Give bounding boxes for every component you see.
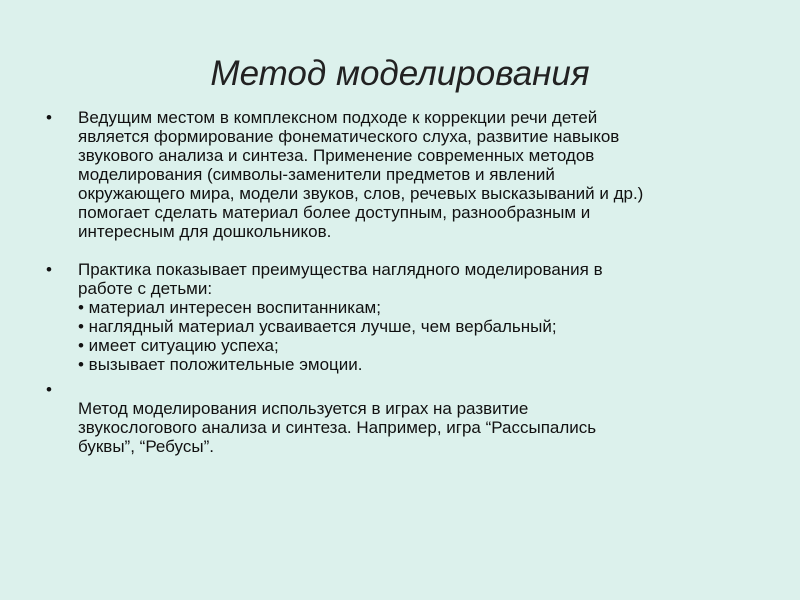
slide-title: Метод моделирования [210,54,590,93]
text-line: • имеет ситуацию успеха; [78,336,279,355]
bullet-item [46,260,746,374]
bullet-marker: • [46,380,52,399]
text-line [78,380,746,399]
text-line: является формирование фонематического слуха, развитие навыков [78,127,620,146]
bullet-text [78,380,746,456]
text-line: • материал интересен воспитанникам; [78,298,381,317]
text-line: • наглядный материал усваивается лучше, чем вербальный; [78,317,557,336]
text-line: буквы”, “Ребусы”. [78,437,214,456]
bullet-marker: • [46,260,52,279]
slide-content [46,108,746,456]
text-line: звукового анализа и синтеза. Применение современных методов [78,146,595,165]
text-line: моделирования (символы-заменители предметов и явлений [78,165,555,184]
text-line: работе с детьми: [78,279,213,298]
text-line: Практика показывает преимущества наглядного моделирования в [78,260,603,279]
text-line: звукослогового анализа и синтеза. Например, игра “Рассыпались [78,418,597,437]
bullet-item [46,108,746,241]
text-line: Ведущим местом в комплексном подходе к коррекции речи детей [78,108,598,127]
text-line: окружающего мира, модели звуков, слов, речевых высказываний и др.) [78,184,644,203]
bullet-item [46,380,746,456]
bullet-text [78,108,746,241]
bullet-marker: • [46,108,52,127]
text-line: интересным для дошкольников. [78,222,332,241]
bullet-text [78,260,746,374]
text-line: помогает сделать материал более доступным, разнообразным и [78,203,591,222]
text-line: • вызывает положительные эмоции. [78,355,363,374]
text-line: Метод моделирования используется в играх на развитие [78,399,529,418]
